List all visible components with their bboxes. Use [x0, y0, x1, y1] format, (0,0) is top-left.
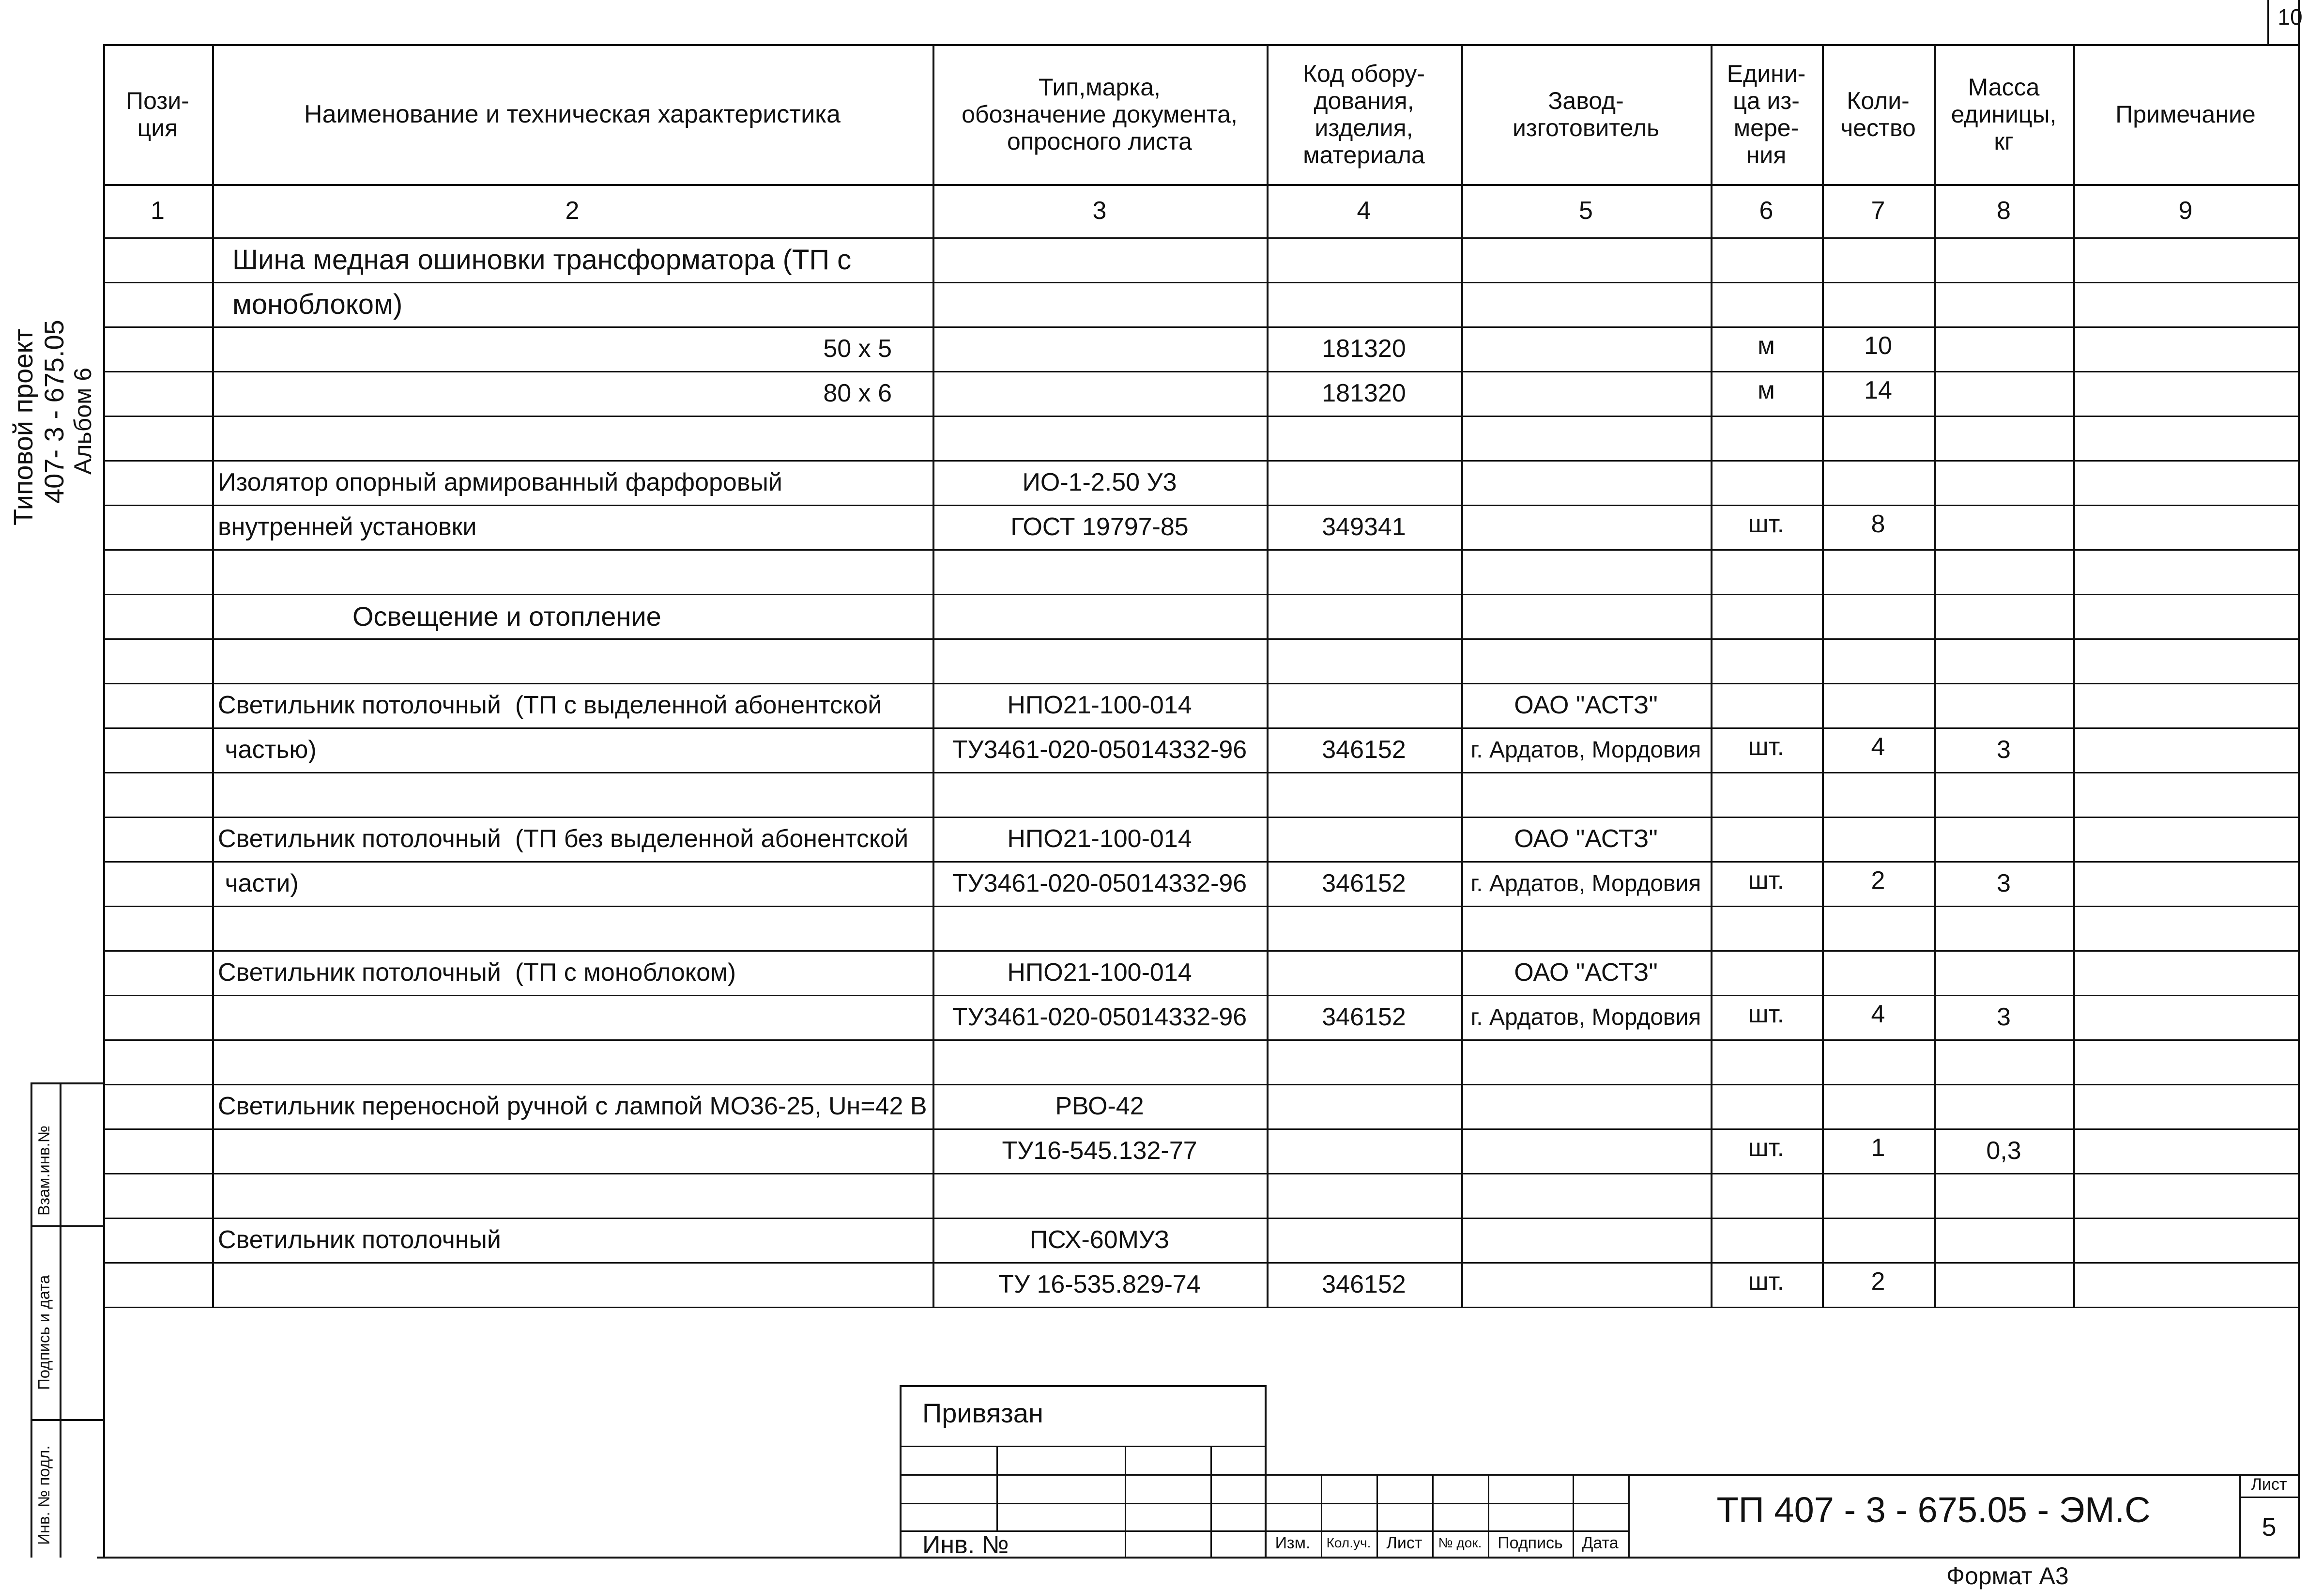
- format-label: Формат А3: [1946, 1562, 2069, 1590]
- cell-name: Изолятор опорный армированный фарфоровый: [218, 468, 782, 496]
- cell-unit: шт.: [1748, 1134, 1785, 1162]
- cell-type: ТУ16-545.132-77: [1002, 1137, 1197, 1165]
- cell-qty: 2: [1871, 866, 1885, 895]
- row-line: [103, 1307, 2299, 1308]
- cell-maker: г. Ардатов, Мордовия: [1470, 737, 1701, 763]
- cell-name: частью): [218, 736, 317, 764]
- stamp-vzam-label: Взам.инв.№: [35, 1125, 53, 1216]
- cell-unit: шт.: [1748, 1000, 1785, 1028]
- inv-no-label: Инв. №: [922, 1531, 1009, 1559]
- row-line: [103, 906, 2299, 907]
- project-label: Типовой проект: [8, 328, 38, 525]
- cell-unit: м: [1758, 376, 1775, 404]
- row-line: [103, 416, 2299, 417]
- cell-maker: ОАО "АСТЗ": [1514, 691, 1658, 719]
- column-number: 7: [1871, 197, 1885, 225]
- corner-page-number: 10: [2278, 4, 2303, 30]
- cell-qty: 14: [1864, 376, 1892, 404]
- stamp-strip-top: [31, 1082, 103, 1084]
- cell-name: Светильник потолочный (ТП с выделенной абонентской: [218, 691, 882, 719]
- izm-label: Изм.: [1275, 1534, 1311, 1552]
- cell-qty: 10: [1864, 332, 1892, 360]
- column-number: 3: [1092, 197, 1107, 225]
- header-cell: Едини- ца из- мере- ния: [1727, 60, 1806, 169]
- cell-name: внутренней установки: [218, 513, 477, 541]
- cell-maker: г. Ардатов, Мордовия: [1470, 1004, 1701, 1030]
- tb-priv-col3: [1210, 1446, 1212, 1557]
- cell-type: ТУ3461-020-05014332-96: [952, 736, 1247, 764]
- cell-name: 80 x 6: [823, 379, 892, 407]
- cell-maker: г. Ардатов, Мордовия: [1470, 870, 1701, 896]
- header-cell: Тип,марка, обозначение документа, опросного листа: [962, 73, 1238, 155]
- cell-name: Светильник потолочный: [218, 1226, 501, 1254]
- data-label: Дата: [1582, 1534, 1619, 1552]
- cell-type: ГОСТ 19797-85: [1010, 513, 1189, 541]
- row-line: [103, 549, 2299, 551]
- cell-code: 349341: [1322, 513, 1406, 541]
- frame-left: [103, 44, 105, 1558]
- column-number: 4: [1357, 197, 1371, 225]
- stamp-strip-mid: [60, 1082, 61, 1558]
- sheet-label: Лист: [2251, 1475, 2287, 1494]
- cell-name: Светильник переносной ручной с лампой МО36-25, Uн=42 В: [218, 1092, 927, 1120]
- header-cell: Примечание: [2115, 100, 2256, 128]
- row-line: [103, 1173, 2299, 1174]
- sheet-number: 5: [2262, 1513, 2277, 1542]
- frame-bottom: [97, 1557, 2300, 1559]
- cell-unit: шт.: [1748, 1267, 1785, 1296]
- corner-box-left: [2267, 0, 2269, 44]
- stamp-podpis-label: Подпись и дата: [35, 1275, 53, 1390]
- tb-priv-col2: [1125, 1446, 1126, 1557]
- header-cell: Завод- изготовитель: [1512, 87, 1660, 141]
- row-line: [103, 772, 2299, 773]
- cell-unit: м: [1758, 332, 1775, 360]
- cell-qty: 1: [1871, 1134, 1885, 1162]
- kol-uch-label: Кол.уч.: [1326, 1535, 1371, 1550]
- tb-designation-top: [1628, 1474, 2299, 1476]
- cell-qty: 2: [1871, 1267, 1885, 1296]
- header-cell: Наименование и техническая характеристика: [304, 100, 841, 128]
- cell-unit: шт.: [1748, 510, 1785, 538]
- row-line: [103, 1039, 2299, 1041]
- header-cell: Код обору- дования, изделия, материала: [1302, 60, 1425, 169]
- cell-type: НПО21-100-014: [1007, 825, 1192, 853]
- cell-maker: ОАО "АСТЗ": [1514, 825, 1658, 853]
- list-label: Лист: [1386, 1534, 1422, 1552]
- stamp-strip-left: [31, 1082, 32, 1558]
- cell-type: НПО21-100-014: [1007, 691, 1192, 719]
- cell-name: Освещение и отопление: [352, 601, 661, 632]
- cell-code: 346152: [1322, 736, 1406, 764]
- cell-maker: ОАО "АСТЗ": [1514, 958, 1658, 987]
- cell-type: ТУ 16-535.829-74: [998, 1270, 1201, 1298]
- tb-priv-row1: [900, 1446, 1265, 1447]
- project-number: 407- 3 - 675.05: [39, 320, 69, 504]
- cell-type: РВО-42: [1055, 1092, 1144, 1120]
- column-number: 5: [1579, 197, 1593, 225]
- column-number: 9: [2178, 197, 2193, 225]
- cell-type: ТУ3461-020-05014332-96: [952, 869, 1247, 897]
- cell-code: 181320: [1322, 379, 1406, 407]
- header-cell: Масса единицы, кг: [1951, 73, 2057, 155]
- album-label: Альбом 6: [69, 367, 96, 475]
- column-number: 2: [565, 197, 580, 225]
- cell-type: ТУ3461-020-05014332-96: [952, 1003, 1247, 1031]
- cell-mass: 3: [1997, 736, 2011, 764]
- column-number: 1: [151, 197, 165, 225]
- cell-qty: 8: [1871, 510, 1885, 538]
- stamp-divider-1: [31, 1225, 103, 1227]
- column-number: 6: [1759, 197, 1774, 225]
- cell-mass: 3: [1997, 1003, 2011, 1031]
- document-designation: ТП 407 - 3 - 675.05 - ЭМ.С: [1716, 1490, 2151, 1530]
- cell-name: Светильник потолочный (ТП с моноблоком): [218, 958, 736, 987]
- cell-mass: 0,3: [1986, 1137, 2021, 1165]
- cell-type: НПО21-100-014: [1007, 958, 1192, 987]
- cell-type: ПСХ-60МУЗ: [1029, 1226, 1170, 1254]
- tb-sheet-divider: [2239, 1497, 2299, 1498]
- stamp-inv-label: Инв. № подл.: [35, 1445, 53, 1545]
- tb-priv-col1: [996, 1446, 998, 1530]
- cell-qty: 4: [1871, 733, 1885, 761]
- tb-priv-row2: [900, 1474, 1265, 1476]
- privyazan-label: Привязан: [922, 1398, 1043, 1428]
- frame-right: [2298, 0, 2300, 1558]
- podpis-label: Подпись: [1498, 1534, 1563, 1552]
- column-number: 8: [1997, 197, 2011, 225]
- cell-mass: 3: [1997, 869, 2011, 897]
- cell-type: ИО-1-2.50 У3: [1022, 468, 1177, 496]
- cell-code: 346152: [1322, 1003, 1406, 1031]
- cell-qty: 4: [1871, 1000, 1885, 1028]
- header-cell: Коли- чество: [1840, 87, 1916, 141]
- cell-name: 50 x 5: [823, 335, 892, 363]
- tb-priv-row3: [900, 1503, 1265, 1504]
- cell-unit: шт.: [1748, 866, 1785, 895]
- stamp-divider-2: [31, 1419, 103, 1421]
- header-cell: Пози- ция: [126, 87, 189, 141]
- cell-name: Шина медная ошиновки трансформатора (ТП с: [232, 244, 852, 276]
- cell-name: части): [218, 869, 299, 897]
- cell-name: Светильник потолочный (ТП без выделенной абонентской: [218, 825, 909, 853]
- cell-code: 346152: [1322, 869, 1406, 897]
- cell-code: 346152: [1322, 1270, 1406, 1298]
- cell-unit: шт.: [1748, 733, 1785, 761]
- cell-code: 181320: [1322, 335, 1406, 363]
- tb-privyazan-top: [900, 1385, 1265, 1387]
- cell-name: моноблоком): [232, 288, 403, 320]
- n-dok-label: № док.: [1438, 1535, 1482, 1550]
- row-line: [103, 638, 2299, 640]
